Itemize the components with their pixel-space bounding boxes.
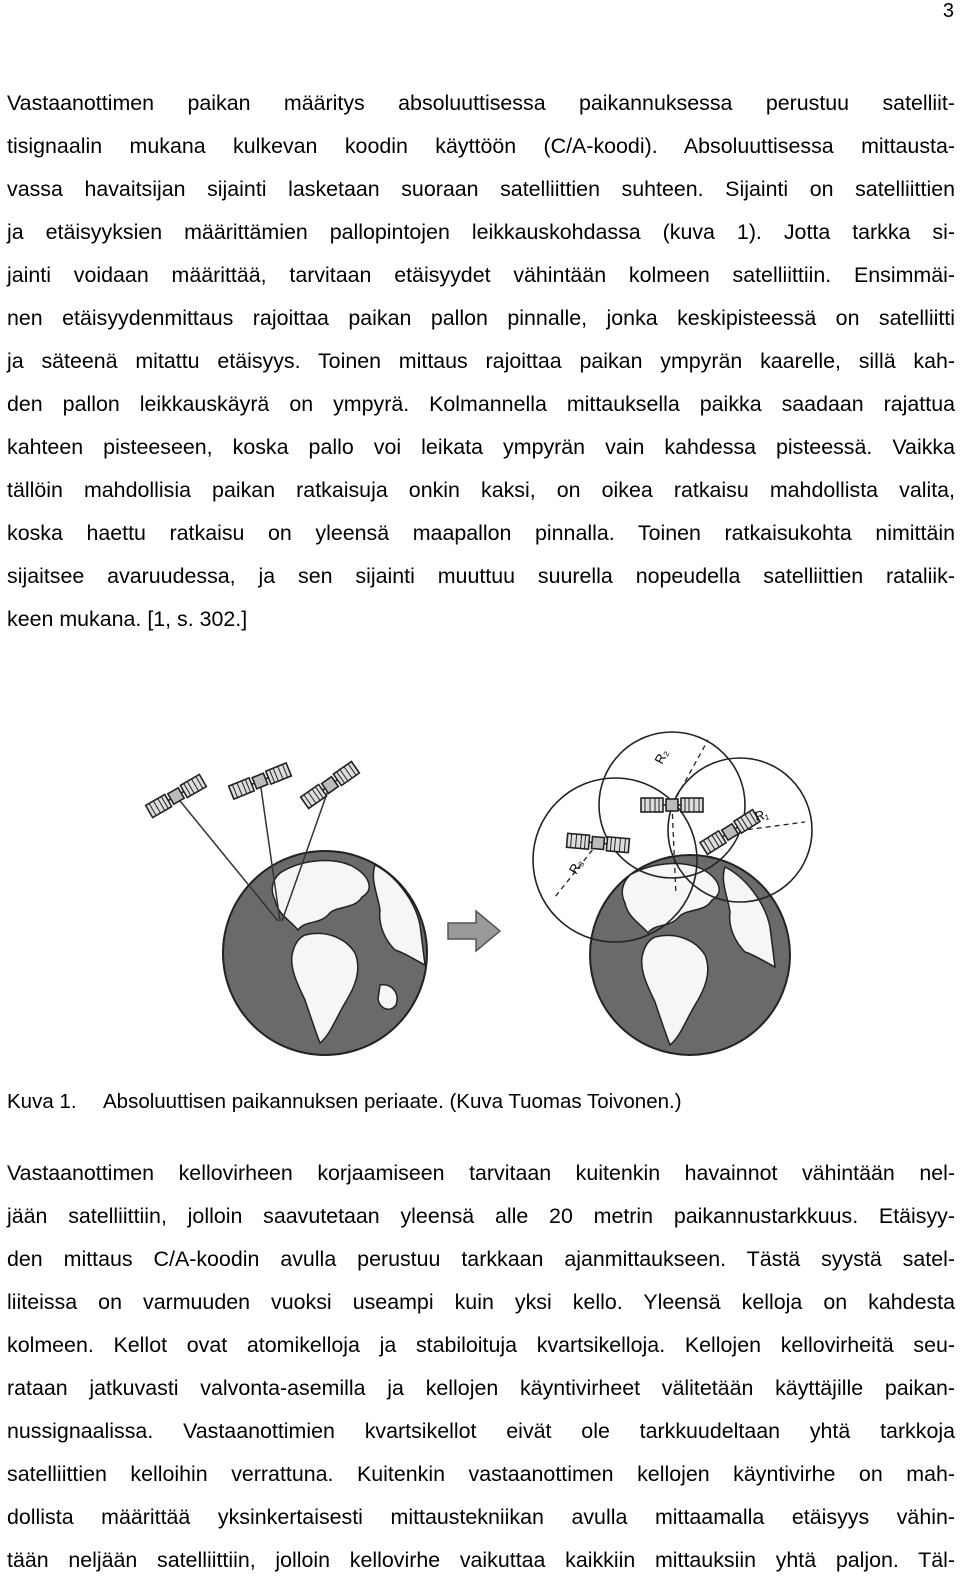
- text-line: dollista määrittää yksinkertaisesti mittaustekniikan avulla mittaamalla etäisyys vähin-: [7, 1505, 955, 1529]
- left-earth: [223, 851, 427, 1055]
- text-line: tällöin mahdollisia paikan ratkaisuja onkin kaksi, on oikea ratkaisu mahdollista valita,: [7, 478, 955, 502]
- text-line: den pallon leikkauskäyrä on ympyrä. Kolmannella mittauksella paikka saadaan rajattua: [7, 392, 955, 416]
- gps-illustration: [130, 725, 960, 1065]
- text-line: sijaitsee avaruudessa, ja sen sijainti muuttuu suurella nopeudella satelliittien rataliik-: [7, 564, 955, 588]
- text-line: den mittaus C/A-koodin avulla perustuu tarkkaan ajanmittaukseen. Tästä syystä satel-: [7, 1247, 955, 1271]
- satellite-icon: [700, 810, 760, 855]
- caption-label: Kuva 1.: [7, 1090, 77, 1113]
- text-line: jään satelliittiin, jolloin saavutetaan yleensä alle 20 metrin paikannustarkkuus. Etäisyy-: [7, 1204, 955, 1228]
- text-line: tään neljään satelliittiin, jolloin kellovirhe vaikuttaa kaikkiin mittauksiin yhtä paljon. Täl-: [7, 1548, 955, 1572]
- satellite-icon: [641, 798, 703, 812]
- text-line: tisignaalin mukana kulkevan koodin käyttöön (C/A-koodi). Absoluuttisessa mittausta-: [7, 134, 955, 158]
- radius-label-r1: R₁: [753, 806, 771, 824]
- right-earth: [590, 855, 790, 1055]
- text-line: Vastaanottimen kellovirheen korjaamiseen tarvitaan kuitenkin havainnot vähintään nel-: [7, 1161, 955, 1185]
- text-line: ja säteenä mitattu etäisyys. Toinen mittaus rajoittaa paikan ympyrän kaarelle, sillä kah-: [7, 349, 955, 373]
- text-line: liiteissa on varmuuden vuoksi useampi kuin yksi kello. Yleensä kelloja on kahdesta: [7, 1290, 955, 1314]
- caption-text: Absoluuttisen paikannuksen periaate. (Kuva Tuomas Toivonen.): [103, 1090, 682, 1113]
- text-line: Vastaanottimen paikan määritys absoluuttisessa paikannuksessa perustuu satelliit-: [7, 91, 955, 115]
- satellite-icon: [567, 833, 630, 852]
- text-line: keen mukana. [1, s. 302.]: [7, 607, 248, 631]
- paragraph-clock-error: [7, 1152, 955, 1582]
- figure-gps-trilateration: [130, 725, 960, 1065]
- paragraph-positioning: [7, 82, 955, 641]
- text-line: jainti voidaan määrittää, tarvitaan etäisyydet vähintään kolmeen satelliittiin. Ensimmäi-: [7, 263, 955, 287]
- text-line: kolmeen. Kellot ovat atomikelloja ja stabiloituja kvartsikelloja. Kellojen kellovirheitä seu-: [7, 1333, 955, 1357]
- satellite-icon: [301, 761, 360, 808]
- page-number: 3: [942, 0, 954, 22]
- text-line: satelliittien kelloihin verrattuna. Kuitenkin vastaanottimen kellojen käyntivirhe on mah-: [7, 1462, 955, 1486]
- radius-label-r3: R₃: [565, 856, 587, 877]
- arrow-right-icon: [448, 911, 500, 951]
- text-line: koska haettu ratkaisu on yleensä maapallon pinnalla. Toinen ratkaisukohta nimittäin: [7, 521, 955, 545]
- text-line: vassa havaitsijan sijainti lasketaan suoraan satelliittien suhteen. Sijainti on satelliittien: [7, 177, 955, 201]
- radius-label-r2: R₂: [651, 746, 672, 767]
- satellite-icon: [229, 763, 292, 799]
- satellite-icon: [146, 774, 207, 817]
- text-line: nussignaalissa. Vastaanottimien kvartsikellot eivät ole tarkkuudeltaan yhtä tarkkoja: [7, 1419, 955, 1443]
- text-line: kahteen pisteeseen, koska pallo voi leikata ympyrän vain kahdessa pisteessä. Vaikka: [7, 435, 955, 459]
- text-line: ja etäisyyksien määrittämien pallopintojen leikkauskohdassa (kuva 1). Jotta tarkka si-: [7, 220, 955, 244]
- text-line: nen etäisyydenmittaus rajoittaa paikan pallon pinnalle, jonka keskipisteessä on satelliitti: [7, 306, 955, 330]
- text-line: rataan jatkuvasti valvonta-asemilla ja kellojen käyntivirheet välitetään käyttäjille paikan-: [7, 1376, 955, 1400]
